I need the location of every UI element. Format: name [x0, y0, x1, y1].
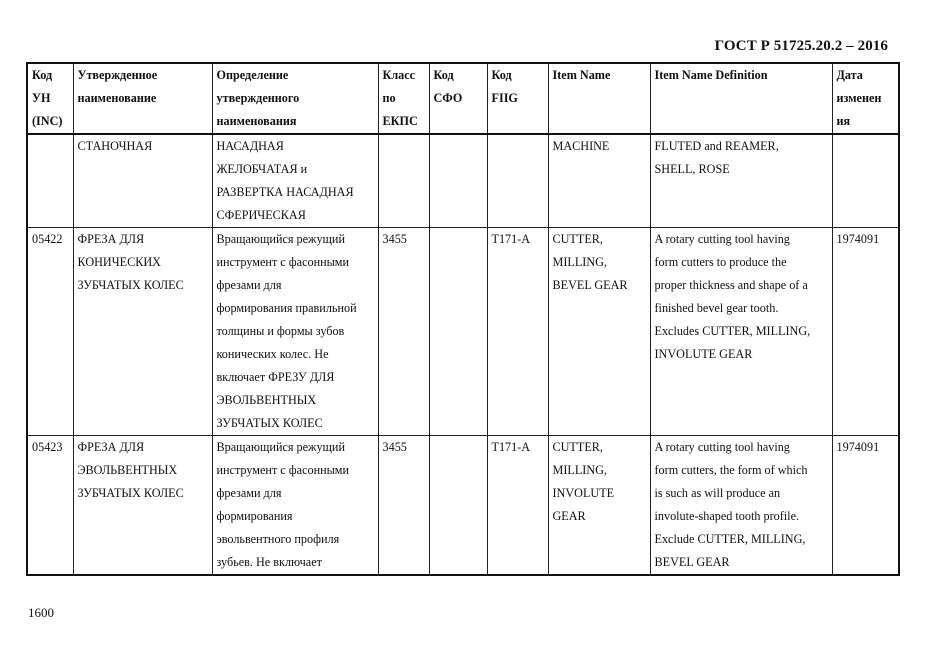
header-item-name-definition — [650, 63, 832, 134]
header-text-line: изменен — [836, 91, 882, 105]
cell-text-line: CUTTER, — [552, 232, 603, 246]
header-text-line: Item Name Definition — [654, 68, 768, 82]
cell-text-line: зубьев. Не включает — [216, 555, 322, 569]
cell-text-line: 1974091 — [836, 440, 880, 454]
cell-fiig-code — [487, 228, 548, 436]
header-text-line: Определение — [216, 68, 289, 82]
cell-ekps-class — [378, 436, 429, 576]
header-sfo-code — [429, 63, 487, 134]
cell-approved-name — [73, 436, 212, 576]
nomenclature-table — [26, 62, 900, 576]
cell-item-name — [548, 228, 650, 436]
cell-text-line: эвольвентного профиля — [216, 532, 340, 546]
cell-text-line: ЗУБЧАТЫХ КОЛЕС — [77, 486, 184, 500]
cell-text-line: фрезами для — [216, 278, 282, 292]
cell-text-line: involute-shaped tooth profile. — [654, 509, 800, 523]
cell-text-line: ЖЕЛОБЧАТАЯ и — [216, 162, 308, 176]
nomenclature-table-container — [26, 62, 898, 576]
cell-text-line: фрезами для — [216, 486, 282, 500]
table-row — [27, 134, 899, 228]
cell-ekps-class — [378, 228, 429, 436]
cell-text-line: T171-A — [491, 440, 531, 454]
cell-text-line: T171-A — [491, 232, 531, 246]
header-approved-name — [73, 63, 212, 134]
cell-text-line: РАЗВЕРТКА НАСАДНАЯ — [216, 185, 354, 199]
cell-text-line: ФРЕЗА ДЛЯ — [77, 232, 145, 246]
cell-definition — [212, 134, 378, 228]
header-text-line: по — [382, 91, 396, 105]
cell-text-line: BEVEL GEAR — [552, 278, 628, 292]
header-text-line: FIIG — [491, 91, 518, 105]
cell-text-line: form cutters, the form of which — [654, 463, 808, 477]
header-text-line: Утвержденное — [77, 68, 158, 82]
table-body — [27, 134, 899, 575]
cell-text-line: формирования — [216, 509, 293, 523]
cell-text-line: конических колес. Не — [216, 347, 329, 361]
header-text-line: наименование — [77, 91, 157, 105]
cell-ekps-class — [378, 134, 429, 228]
header-text-line: (INC) — [32, 114, 63, 128]
header-code-un — [27, 63, 73, 134]
header-text-line: СФО — [433, 91, 463, 105]
cell-text-line: finished bevel gear tooth. — [654, 301, 779, 315]
cell-approved-name — [73, 228, 212, 436]
cell-text-line: Вращающийся режущий — [216, 440, 345, 454]
cell-text-line: 05423 — [32, 440, 63, 454]
cell-text-line: Exclude CUTTER, MILLING, — [654, 532, 806, 546]
cell-fiig-code — [487, 134, 548, 228]
cell-text-line: GEAR — [552, 509, 586, 523]
header-text-line: Код — [32, 68, 53, 82]
cell-text-line: FLUTED and REAMER, — [654, 139, 779, 153]
cell-text-line: INVOLUTE — [552, 486, 615, 500]
cell-text-line: CUTTER, — [552, 440, 603, 454]
header-text-line: УН — [32, 91, 51, 105]
cell-text-line: включает ФРЕЗУ ДЛЯ — [216, 370, 335, 384]
cell-inc-code — [27, 134, 73, 228]
header-ekps-class — [378, 63, 429, 134]
cell-text-line: 1974091 — [836, 232, 880, 246]
document-standard-title: ГОСТ Р 51725.20.2 – 2016 — [714, 38, 888, 54]
cell-text-line: MACHINE — [552, 139, 610, 153]
cell-text-line: MILLING, — [552, 463, 607, 477]
cell-definition — [212, 228, 378, 436]
cell-text-line: SHELL, ROSE — [654, 162, 730, 176]
cell-text-line: инструмент с фасонными — [216, 255, 350, 269]
cell-text-line: КОНИЧЕСКИХ — [77, 255, 161, 269]
cell-text-line: толщины и формы зубов — [216, 324, 345, 338]
cell-text-line: СФЕРИЧЕСКАЯ — [216, 208, 306, 222]
cell-change-date — [832, 134, 899, 228]
cell-change-date — [832, 228, 899, 436]
cell-fiig-code — [487, 436, 548, 576]
cell-inc-code — [27, 228, 73, 436]
cell-text-line: инструмент с фасонными — [216, 463, 350, 477]
cell-change-date — [832, 436, 899, 576]
cell-text-line: form cutters to produce the — [654, 255, 787, 269]
cell-text-line: ФРЕЗА ДЛЯ — [77, 440, 145, 454]
cell-text-line: INVOLUTE GEAR — [654, 347, 753, 361]
cell-text-line: СТАНОЧНАЯ — [77, 139, 153, 153]
cell-sfo-code — [429, 228, 487, 436]
header-definition — [212, 63, 378, 134]
cell-inc-code — [27, 436, 73, 576]
cell-text-line: НАСАДНАЯ — [216, 139, 284, 153]
header-text-line: Item Name — [552, 68, 611, 82]
header-text-line: Класс — [382, 68, 416, 82]
header-fiig-code — [487, 63, 548, 134]
cell-text-line: ЗУБЧАТЫХ КОЛЕС — [216, 416, 323, 430]
cell-text-line: BEVEL GEAR — [654, 555, 730, 569]
cell-approved-name — [73, 134, 212, 228]
header-text-line: ЕКПС — [382, 114, 418, 128]
page-number: 1600 — [28, 605, 54, 620]
cell-text-line: A rotary cutting tool having — [654, 232, 790, 246]
header-text-line: Код — [433, 68, 454, 82]
cell-text-line: 05422 — [32, 232, 63, 246]
header-text-line: Дата — [836, 68, 863, 82]
cell-text-line: ЭВОЛЬВЕНТНЫХ — [77, 463, 178, 477]
cell-text-line: A rotary cutting tool having — [654, 440, 790, 454]
header-item-name — [548, 63, 650, 134]
cell-item-name-definition — [650, 436, 832, 576]
header-change-date — [832, 63, 899, 134]
table-header-row — [27, 63, 899, 134]
header-text-line: ия — [836, 114, 851, 128]
table-row — [27, 436, 899, 576]
cell-text-line: 3455 — [382, 440, 407, 454]
header-text-line: наименования — [216, 114, 297, 128]
cell-sfo-code — [429, 134, 487, 228]
cell-item-name — [548, 436, 650, 576]
cell-sfo-code — [429, 436, 487, 576]
cell-text-line: Вращающийся режущий — [216, 232, 345, 246]
cell-text-line: 3455 — [382, 232, 407, 246]
cell-text-line: is such as will produce an — [654, 486, 781, 500]
cell-text-line: proper thickness and shape of a — [654, 278, 808, 292]
cell-text-line: формирования правильной — [216, 301, 357, 315]
cell-text-line: Excludes CUTTER, MILLING, — [654, 324, 811, 338]
table-row — [27, 228, 899, 436]
cell-item-name-definition — [650, 134, 832, 228]
cell-definition — [212, 436, 378, 576]
header-text-line: утвержденного — [216, 91, 300, 105]
cell-item-name-definition — [650, 228, 832, 436]
header-text-line: Код — [491, 68, 512, 82]
cell-text-line: MILLING, — [552, 255, 607, 269]
cell-text-line: ЗУБЧАТЫХ КОЛЕС — [77, 278, 184, 292]
cell-text-line: ЭВОЛЬВЕНТНЫХ — [216, 393, 317, 407]
cell-item-name — [548, 134, 650, 228]
